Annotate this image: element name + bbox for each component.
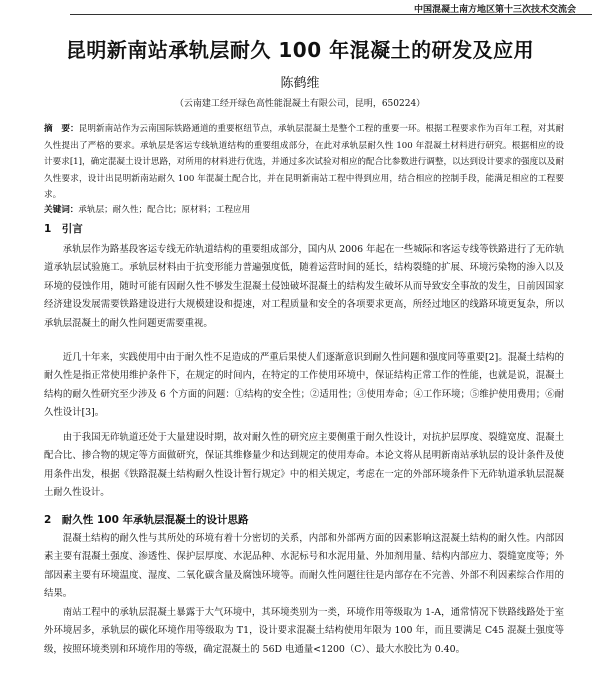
- keywords-label: 关键词：: [44, 205, 79, 215]
- header-rule: [70, 14, 592, 15]
- keywords: [44, 203, 564, 218]
- intro-paragraph-2: [44, 349, 564, 423]
- design-paragraph-2: [44, 604, 564, 659]
- keywords-text: 承轨层；耐久性；配合比；原材料；工程应用: [78, 205, 251, 215]
- abstract-text: 昆明新南站作为云南国际铁路通道的重要枢纽节点，承轨层混凝土是整个工程的重要一环。根据工程要求作为百年工程，对其耐久性提出了严格的要求。承轨层是客运专线轨道结构的重要组成部分，在此对承轨层耐久性 100 年混凝土材料进行研究。根据相应的设计要求[1]，确定混凝土设计思路，对所用的材料进行优选，并通过多次试验对相应的配合比参数进行调整，以达到设计要求的强度以及耐久性要求，设计出昆明新南站耐久 100 年混凝土配合比，并在昆明新南站工程中得到应用，结合相应的控制手段，能满足相应的工程要求。: [44, 124, 564, 200]
- author-name: 陈鹤维: [280, 76, 320, 91]
- abstract-label: 摘 要：: [44, 124, 79, 134]
- design-paragraph-1: [44, 530, 564, 604]
- paragraph-text: 南站工程中的承轨层混凝土暴露于大气环境中，其环境类别为一类，环境作用等级取为 1-A，通常情况下铁路线路处于室外环境居多，承轨层的碳化环境作用等级取为 T1，设计要求混凝土结构使用年限为 100 年，而且要满足 C45 混凝土强度等级，按照环境类别和环境作用的等级，确定混凝土的 56D 电通量<1200（C）、最大水胶比为 0.40。: [44, 607, 564, 655]
- affiliation: （云南建工经开绿色高性能混凝土有限公司，昆明，650224）: [174, 99, 426, 109]
- running-head: 中国混凝土南方地区第十三次技术交流会: [413, 5, 576, 15]
- abstract: [44, 121, 564, 204]
- paragraph-text: 近几十年来，实践使用中由于耐久性不足造成的严重后果使人们逐渐意识到耐久性问题和强度同等重要[2]。混凝土结构的耐久性是指正常使用维护条件下，在规定的时间内，在特定的工作使用环境中，保证结构正常工作的性能，也就是说，混凝土结构的耐久性研究至少涉及 6 个方面的问题：①结构的安全性；②适用性；③使用寿命；④工作环境；⑤维护使用费用；⑥耐久性设计[3]。: [44, 352, 564, 419]
- paragraph-text: 承轨层作为路基段客运专线无砟轨道结构的重要组成部分，国内从 2006 年起在一些城际和客运专线等铁路进行了无砟轨道承轨层试验施工。承轨层材料由于抗变形能力普遍强度低，随着运营时间的延长，结构裂缝的扩展、环境污染物的渗入以及环境的侵蚀作用，随时可能有因耐久性不够发生混凝土侵蚀破坏混凝土的结构发生破坏从而导致安全事故的发生，日前因国家经济建设发展需要铁路建设进行大规模建设和提速，对工程质量和安全的各项要求更高，所经过地区的线路环境更复杂，所以承轨层混凝土的耐久性问题更需要重视。: [44, 244, 564, 329]
- paragraph-text: 由于我国无砟轨道还处于大量建设时期，故对耐久性的研究应主要侧重于耐久性设计，对抗护层厚度、裂缝宽度、混凝土配合比、掺合物的规定等方面做研究，保证其维修量少和达到规定的使用寿命。本论文将从昆明新南站承轨层的设计条件及使用条件出发，根据《铁路混凝土结构耐久性设计暂行规定》中的相关规定，考虑在一定的外部环境条件下无砟轨道承轨层混凝土耐久性设计。: [44, 432, 564, 499]
- intro-paragraph-1: [44, 241, 564, 333]
- section-heading-introduction: 1 引言: [44, 223, 83, 235]
- intro-paragraph-3: [44, 429, 564, 503]
- paragraph-text: 混凝土结构的耐久性与其所处的环境有着十分密切的关系，内部和外部两方面的因素影响这混凝土结构的耐久性。内部因素主要有混凝土强度、渗透性、保护层厚度、水泥品种、水泥标号和水泥用量、外加剂用量、结构内部应力、裂缝宽度等；外部因素主要有环境温度、湿度、二氧化碳含量及腐蚀环境等。而耐久性问题往往是内部存在不完善、外部不利因素综合作用的结果。: [44, 533, 564, 600]
- section-heading-design: 2 耐久性 100 年承轨层混凝土的设计思路: [44, 514, 249, 526]
- paper-title: 昆明新南站承轨层耐久 100 年混凝土的研发及应用: [65, 38, 535, 62]
